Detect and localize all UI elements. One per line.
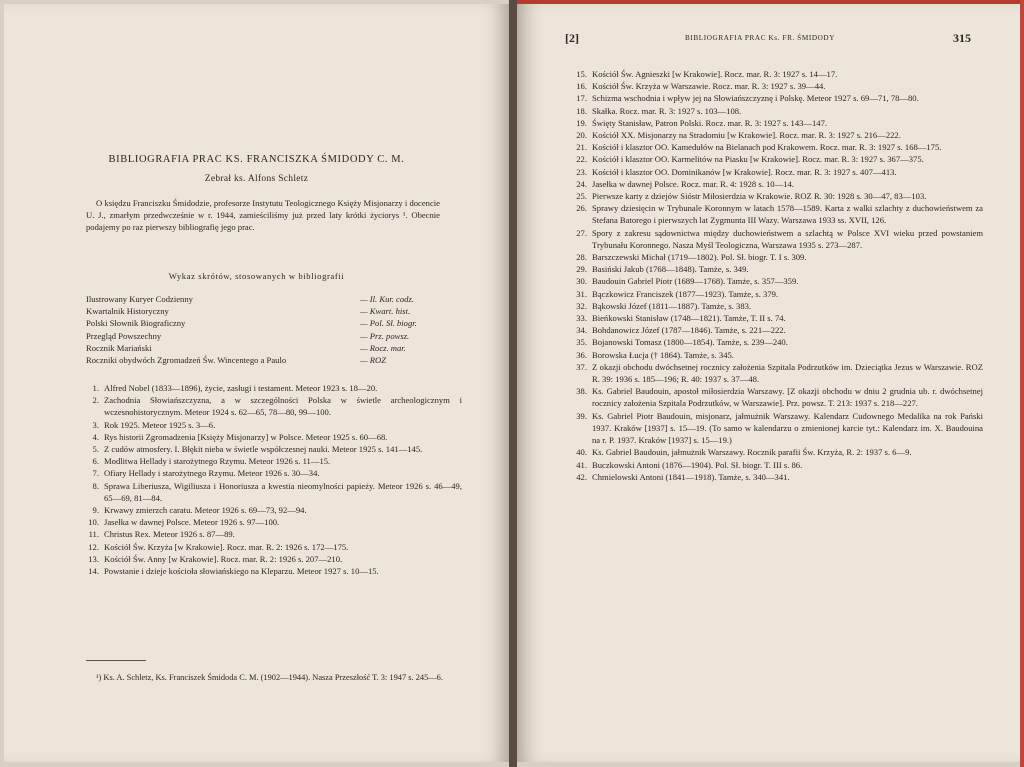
bibliography-entry	[565, 385, 983, 409]
entry-text: Jasełka w dawnej Polsce. Rocz. mar. R. 4: 1928 s. 10—14.	[592, 178, 794, 189]
entry-number: 31.	[576, 288, 587, 299]
bibliography-entry	[84, 541, 462, 553]
bibliography-entry	[565, 166, 983, 178]
entry-text: Krwawy zmierzch caratu. Meteor 1926 s. 69—73, 92—94.	[104, 505, 307, 516]
bibliography-entry	[84, 394, 462, 418]
entry-number: 34.	[576, 325, 587, 336]
abbreviation-short: — Kwart. hist.	[360, 306, 411, 317]
bibliography-entry	[565, 336, 983, 348]
entry-text: Jasełka w dawnej Polsce. Meteor 1926 s. 97—100.	[104, 517, 280, 528]
entry-text: Sprawa Liberiusza, Wigiliusza i Honoriusza a kwestia nieomylności papieży. Meteor 1926 s. 46—49, 65—69, 81—84.	[104, 480, 462, 503]
abbreviation-full: Roczniki obydwóch Zgromadzeń Św. Wincentego a Paulo	[86, 355, 287, 366]
bibliography-entry	[84, 565, 462, 577]
entry-number: 14.	[88, 566, 99, 577]
entry-number: 39.	[576, 410, 587, 421]
bibliography-entry	[84, 431, 462, 443]
entry-number: 18.	[576, 105, 587, 116]
entry-text: Zachodnia Słowiańszczyzna, a w szczególności Polska w świetle archeologicznym i wczesnohistorycznym. Meteor 1924 s. 62—65, 78—80, 99—100.	[104, 395, 462, 418]
entry-text: Skałka. Rocz. mar. R. 3: 1927 s. 103—108.	[592, 105, 742, 116]
entry-number: 9.	[92, 505, 99, 516]
entry-text: Modlitwa Hellady i starożytnego Rzymu. Meteor 1926 s. 11—15.	[104, 456, 331, 467]
entry-number: 22.	[576, 154, 587, 165]
bibliography-entry	[84, 528, 462, 540]
entry-text: Kościół Św. Anny [w Krakowie]. Rocz. mar. R. 2: 1926 s. 207—210.	[104, 553, 343, 564]
bibliography-entry	[84, 516, 462, 528]
bibliography-list-left	[84, 382, 462, 577]
entry-text: Powstanie i dzieje kościoła słowiańskiego na Kleparzu. Meteor 1927 s. 10—15.	[104, 566, 379, 577]
bibliography-entry	[565, 263, 983, 275]
abbreviation-row	[86, 354, 440, 366]
entry-text: Kościół XX. Misjonarzy na Stradomiu [w Krakowie]. Rocz. mar. R. 3: 1927 s. 216—222.	[592, 130, 901, 141]
abbreviation-short: — Il. Kur. codz.	[360, 294, 414, 304]
bibliography-entry	[565, 410, 983, 447]
entry-number: 38.	[576, 386, 587, 397]
entry-number: 40.	[576, 447, 587, 458]
bracket-number: [2]	[565, 31, 579, 45]
page-edge	[1020, 0, 1024, 767]
entry-number: 10.	[88, 517, 99, 528]
abbreviation-short: — Prz. powsz.	[360, 330, 410, 341]
bibliography-entry	[565, 312, 983, 324]
entry-number: 25.	[576, 191, 587, 202]
bibliography-entry	[84, 419, 462, 431]
entry-text: Borowska Łucja († 1864). Tamże, s. 345.	[592, 349, 734, 360]
bibliography-entry	[565, 92, 983, 104]
article-title: BIBLIOGRAFIA PRAC KS. FRANCISZKA ŚMIDODY C. M.	[108, 154, 405, 165]
entry-number: 3.	[92, 419, 99, 430]
entry-number: 28.	[576, 252, 587, 263]
entry-text: Ks. Gabriel Baudouin, apostoł miłosierdzia Warszawy. [Z okazji obchodu w dniu 2 grudnia ub. r. dwóchsetnej rocznicy założenia Szpitala Podrzutków, w Warszawie]. Prz. powsz. T. 213: 1937 s. 218—227.	[592, 386, 983, 409]
entry-number: 12.	[88, 541, 99, 552]
entry-number: 24.	[576, 178, 587, 189]
right-page	[517, 4, 1020, 762]
bibliography-entry	[565, 105, 983, 117]
bibliography-entry	[565, 251, 983, 263]
entry-number: 7.	[92, 468, 99, 479]
entry-number: 11.	[88, 529, 99, 540]
entry-number: 13.	[88, 553, 99, 564]
entry-text: Basiński Jakub (1768—1848). Tamże, s. 349.	[592, 264, 749, 275]
entry-text: Kościół i klasztor OO. Kamedułów na Bielanach pod Krakowem. Rocz. mar. R. 3: 1927 s. 168—175.	[592, 142, 942, 153]
entry-number: 19.	[576, 117, 587, 128]
bibliography-entry	[565, 178, 983, 190]
entry-text: Rys historii Zgromadzenia [Księży Misjonarzy] w Polsce. Meteor 1925 s. 60—68.	[104, 431, 388, 442]
entry-text: Święty Stanisław, Patron Polski. Rocz. mar. R. 3: 1927 s. 143—147.	[592, 117, 828, 128]
bibliography-entry	[565, 80, 983, 92]
entry-text: Baudouin Gabriel Piotr (1689—1768). Tamże, s. 357—359.	[592, 276, 799, 287]
abbreviation-full: Kwartalnik Historyczny	[86, 306, 169, 317]
bibliography-entry	[84, 382, 462, 394]
entry-number: 41.	[576, 459, 587, 470]
entry-number: 26.	[576, 203, 587, 214]
bibliography-list-right	[565, 68, 983, 483]
entry-text: Christus Rex. Meteor 1926 s. 87—89.	[104, 529, 235, 540]
abbreviation-short: — Pol. Sł. biogr.	[360, 318, 417, 329]
bibliography-entry	[565, 190, 983, 202]
bibliography-entry	[565, 141, 983, 153]
bibliography-entry	[565, 349, 983, 361]
entry-number: 29.	[576, 264, 587, 275]
bibliography-entry	[565, 153, 983, 165]
entry-text: Kościół Św. Krzyża [w Krakowie]. Rocz. mar. R. 2: 1926 s. 172—175.	[104, 541, 349, 552]
entry-text: Rok 1925. Meteor 1925 s. 3—6.	[104, 419, 216, 430]
entry-number: 2.	[92, 395, 99, 406]
abbreviations-list	[86, 293, 440, 366]
entry-text: Barszczewski Michał (1719—1802). Pol. Sł. biogr. T. I s. 309.	[592, 252, 807, 263]
entry-text: Z cudów atmosfery. I. Błękit nieba w świetle współczesnej nauki. Meteor 1925 s. 141—145.	[104, 444, 423, 455]
entry-number: 37.	[576, 361, 587, 372]
book-gutter	[509, 0, 517, 767]
entry-number: 15.	[576, 69, 587, 79]
entry-number: 1.	[92, 383, 99, 393]
left-page	[4, 4, 509, 762]
entry-text: Buczkowski Antoni (1876—1904). Pol. Sł. biogr. T. III s. 86.	[592, 459, 803, 470]
entry-text: Bieńkowski Stanisław (1748—1821). Tamże, T. II s. 74.	[592, 313, 786, 324]
entry-number: 16.	[576, 81, 587, 92]
abbreviation-full: Przegląd Powszechny	[86, 330, 162, 341]
entry-text: Chmielowski Antoni (1841—1918). Tamże, s. 340—341.	[592, 471, 790, 482]
abbreviation-full: Ilustrowany Kuryer Codzienny	[86, 294, 193, 304]
bibliography-entry	[565, 202, 983, 226]
page-number: 315	[953, 31, 971, 45]
bibliography-entry	[84, 443, 462, 455]
abbreviation-row	[86, 342, 440, 354]
entry-number: 33.	[576, 313, 587, 324]
abbreviation-row	[86, 293, 440, 305]
bibliography-entry	[565, 117, 983, 129]
running-head-title: BIBLIOGRAFIA PRAC Ks. FR. ŚMIDODY	[685, 34, 835, 42]
abbreviation-short: — ROZ	[360, 355, 387, 366]
entry-text: Kościół Św. Agnieszki [w Krakowie]. Rocz. mar. R. 3: 1927 s. 14—17.	[592, 69, 838, 79]
entry-text: Spory z zakresu sądownictwa między duchowieństwem a szlachtą w Polsce XVI wieku przed powstaniem Trybunału Koronnego. Nasza Myśl Teologiczna, Warszawa 1935 s. 273—287.	[592, 227, 983, 250]
entry-number: 35.	[576, 337, 587, 348]
entry-number: 23.	[576, 166, 587, 177]
entry-text: Alfred Nobel (1833—1896), życie, zasługi i testament. Meteor 1923 s. 18—20.	[104, 383, 378, 393]
abbreviation-full: Polski Słownik Biograficzny	[86, 318, 186, 329]
bibliography-entry	[565, 471, 983, 483]
bibliography-entry	[84, 467, 462, 479]
intro-paragraph: O księdzu Franciszku Śmidodzie, profesorze Instytutu Teologicznego Księży Misjonarzy i docencie U. J., zmarłym przedwcześnie w r. 1944, zamieściliśmy już przed laty krótki życiorys ¹. Obecnie podajemy po raz pierwszy bibliografię jego prac.	[86, 198, 440, 232]
bibliography-entry	[84, 480, 462, 504]
entry-text: Z okazji obchodu dwóchsetnej rocznicy założenia Szpitala Podrzutków im. Dzieciątka Jezus w Warszawie. ROZ R. 39: 1936 s. 185—196; R. 40: 1937 s. 37—48.	[592, 361, 983, 385]
entry-number: 17.	[576, 93, 587, 104]
bibliography-entry	[84, 455, 462, 467]
footnote-rule	[86, 660, 146, 661]
bibliography-entry	[565, 324, 983, 336]
entry-text: Ks. Gabriel Baudouin, jałmużnik Warszawy. Rocznik parafii Św. Krzyża, R. 2: 1937 s. 6—9.	[592, 447, 912, 458]
bibliography-entry	[565, 68, 983, 80]
footnote: ¹) Ks. A. Schletz, Ks. Franciszek Śmidoda C. M. (1902—1944). Nasza Przeszłość T. 3: 1947 s. 245—6.	[96, 673, 443, 682]
abbreviation-row	[86, 317, 440, 329]
entry-number: 4.	[92, 431, 99, 442]
entry-text: Bojanowski Tomasz (1800—1854). Tamże, s. 239—240.	[592, 337, 788, 348]
abbreviation-row	[86, 305, 440, 317]
entry-number: 32.	[576, 300, 587, 311]
entry-text: Bączkowicz Franciszek (1877—1923). Tamże, s. 379.	[592, 288, 779, 299]
bibliography-entry	[84, 504, 462, 516]
bibliography-entry	[565, 129, 983, 141]
entry-text: Schizma wschodnia i wpływ jej na Słowiańszczyznę i Polskę. Meteor 1927 s. 69—71, 78—80.	[592, 93, 919, 104]
entry-number: 21.	[576, 142, 587, 153]
bibliography-entry	[565, 227, 983, 251]
entry-number: 5.	[92, 444, 99, 455]
entry-number: 27.	[576, 227, 587, 238]
abbreviation-full: Rocznik Mariański	[86, 342, 152, 353]
bibliography-entry	[565, 459, 983, 471]
entry-text: Bohdanowicz Józef (1787—1846). Tamże, s. 221—222.	[592, 325, 786, 336]
bibliography-entry	[565, 446, 983, 458]
abbreviations-heading: Wykaz skrótów, stosowanych w bibliografii	[168, 271, 345, 281]
bibliography-entry	[565, 361, 983, 385]
entry-text: Sprawy dziesięcin w Trybunale Koronnym w latach 1578—1589. Karta z walki szlachty z duchowieństwem za Stefana Batorego i pierwszych lat Zygmunta III Wazy. Warszawa 1933 ss. XVII, 126.	[592, 203, 983, 226]
abbreviation-row	[86, 330, 440, 342]
bibliography-entry	[565, 275, 983, 287]
entry-number: 6.	[92, 456, 99, 467]
entry-number: 8.	[92, 480, 99, 491]
abbreviation-short: — Rocz. mar.	[360, 342, 406, 353]
bibliography-entry	[565, 288, 983, 300]
entry-text: Kościół i klasztor OO. Karmelitów na Piasku [w Krakowie]. Rocz. mar. R. 3: 1927 s. 367—375.	[592, 154, 924, 165]
entry-text: Pierwsze karty z dziejów Sióstr Miłosierdzia w Krakowie. ROZ R. 30: 1928 s. 30—47, 83—103.	[592, 191, 927, 202]
article-author: Zebrał ks. Alfons Schletz	[204, 174, 309, 184]
entry-text: Bąkowski Józef (1811—1887). Tamże, s. 383.	[592, 300, 752, 311]
entry-text: Kościół Św. Krzyża w Warszawie. Rocz. mar. R. 3: 1927 s. 39—44.	[592, 81, 826, 92]
entry-number: 42.	[576, 471, 587, 482]
entry-number: 36.	[576, 349, 587, 360]
bibliography-entry	[565, 300, 983, 312]
entry-text: Kościół i klasztor OO. Dominikanów [w Krakowie]. Rocz. mar. R. 3: 1927 s. 407—413.	[592, 166, 897, 177]
entry-text: Ks. Gabriel Piotr Baudouin, misjonarz, jałmużnik Warszawy. Kalendarz Cudownego Medalika na rok Pański 1937. Kraków [1937] s. 15—19. (To samo w kalendarzu o zmienionej karcie tyt.: Kalendarz im. X. Baudouina na r. P. 1937. Kraków [1937] s. 15—19.)	[592, 410, 983, 446]
entry-number: 20.	[576, 130, 587, 141]
bibliography-entry	[84, 553, 462, 565]
entry-text: Ofiary Hellady i starożytnego Rzymu. Meteor 1926 s. 30—34.	[104, 468, 320, 479]
entry-number: 30.	[576, 276, 587, 287]
